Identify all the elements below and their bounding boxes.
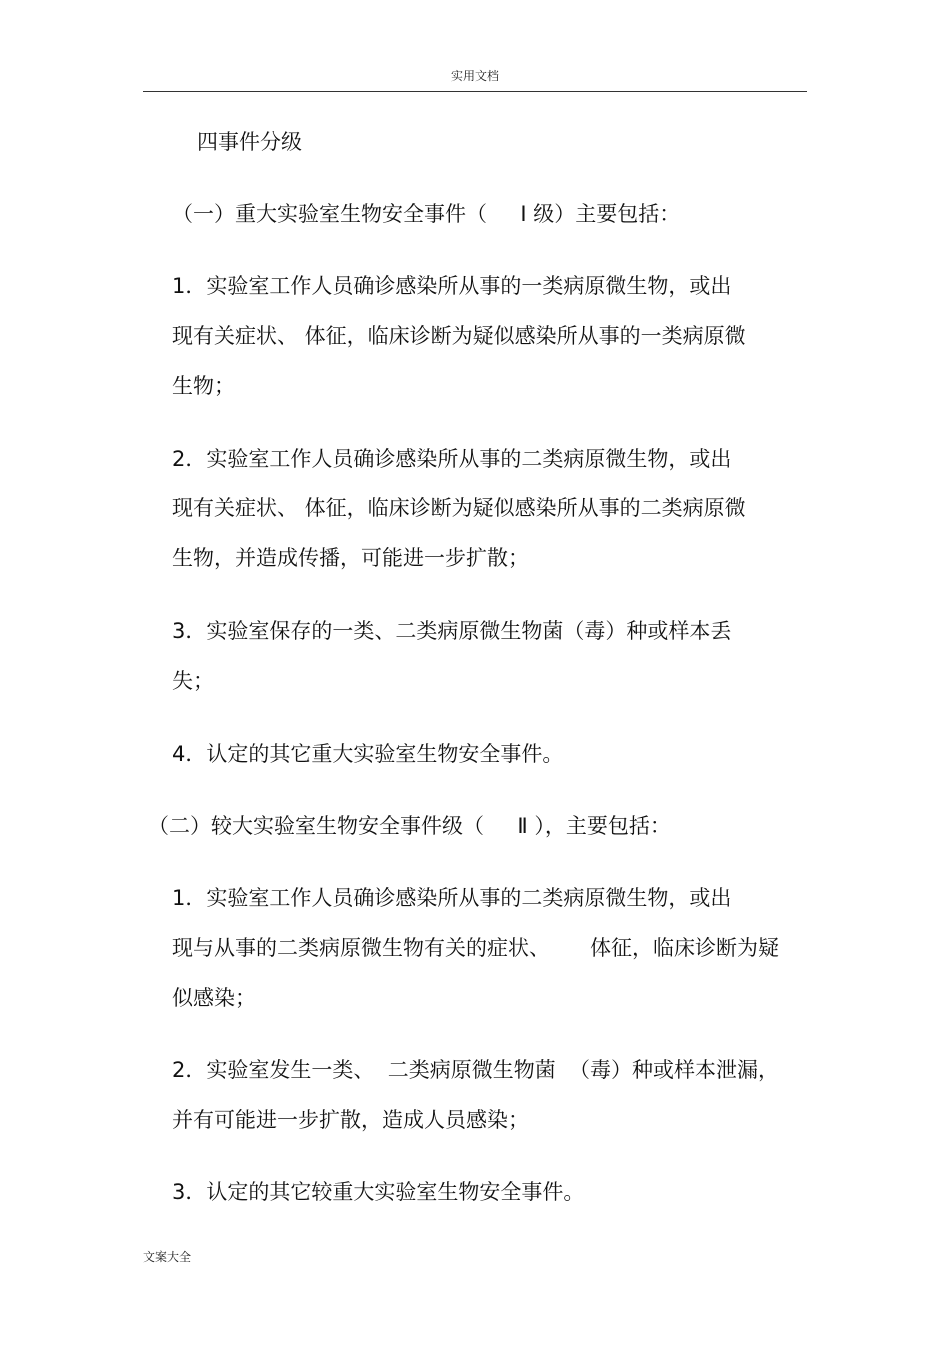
major-item-3-line-1: 3．实验室保存的一类、二类病原微生物菌（毒）种或样本丢: [172, 619, 732, 643]
significant-item-1-line-3: 似感染；: [172, 986, 256, 1010]
significant-item-1-line-2: 现与从事的二类病原微生物有关的症状、 体征，临床诊断为疑: [172, 936, 780, 960]
major-item-2-line-1: 2．实验室工作人员确诊感染所从事的二类病原微生物，或出: [172, 447, 732, 471]
page-footer: 文案大全: [143, 1250, 192, 1264]
page-header: 实用文档: [450, 69, 499, 83]
subsection-heading-significant: （二）较大实验室生物安全事件级（ Ⅱ ），主要包括：: [148, 814, 671, 838]
section-title: 四事件分级: [197, 130, 302, 154]
major-item-2-line-2: 现有关症状、 体征，临床诊断为疑似感染所从事的二类病原微: [172, 496, 746, 520]
significant-item-3: 3．认定的其它较重大实验室生物安全事件。: [172, 1180, 585, 1204]
major-item-1-line-1: 1．实验室工作人员确诊感染所从事的一类病原微生物，或出: [172, 274, 732, 298]
major-item-4: 4．认定的其它重大实验室生物安全事件。: [172, 742, 564, 766]
significant-item-2-line-2: 并有可能进一步扩散，造成人员感染；: [172, 1108, 529, 1132]
major-item-2-line-3: 生物，并造成传播，可能进一步扩散；: [172, 546, 529, 570]
subsection-heading-major: （一）重大实验室生物安全事件（ Ⅰ 级）主要包括：: [172, 202, 681, 226]
major-item-3-line-2: 失；: [172, 669, 214, 693]
major-item-1-line-2: 现有关症状、 体征，临床诊断为疑似感染所从事的一类病原微: [172, 324, 746, 348]
header-divider: [143, 91, 807, 92]
significant-item-2-line-1: 2．实验室发生一类、 二类病原微生物菌 （毒）种或样本泄漏，: [172, 1058, 780, 1082]
major-item-1-line-3: 生物；: [172, 374, 235, 398]
significant-item-1-line-1: 1．实验室工作人员确诊感染所从事的二类病原微生物，或出: [172, 886, 732, 910]
